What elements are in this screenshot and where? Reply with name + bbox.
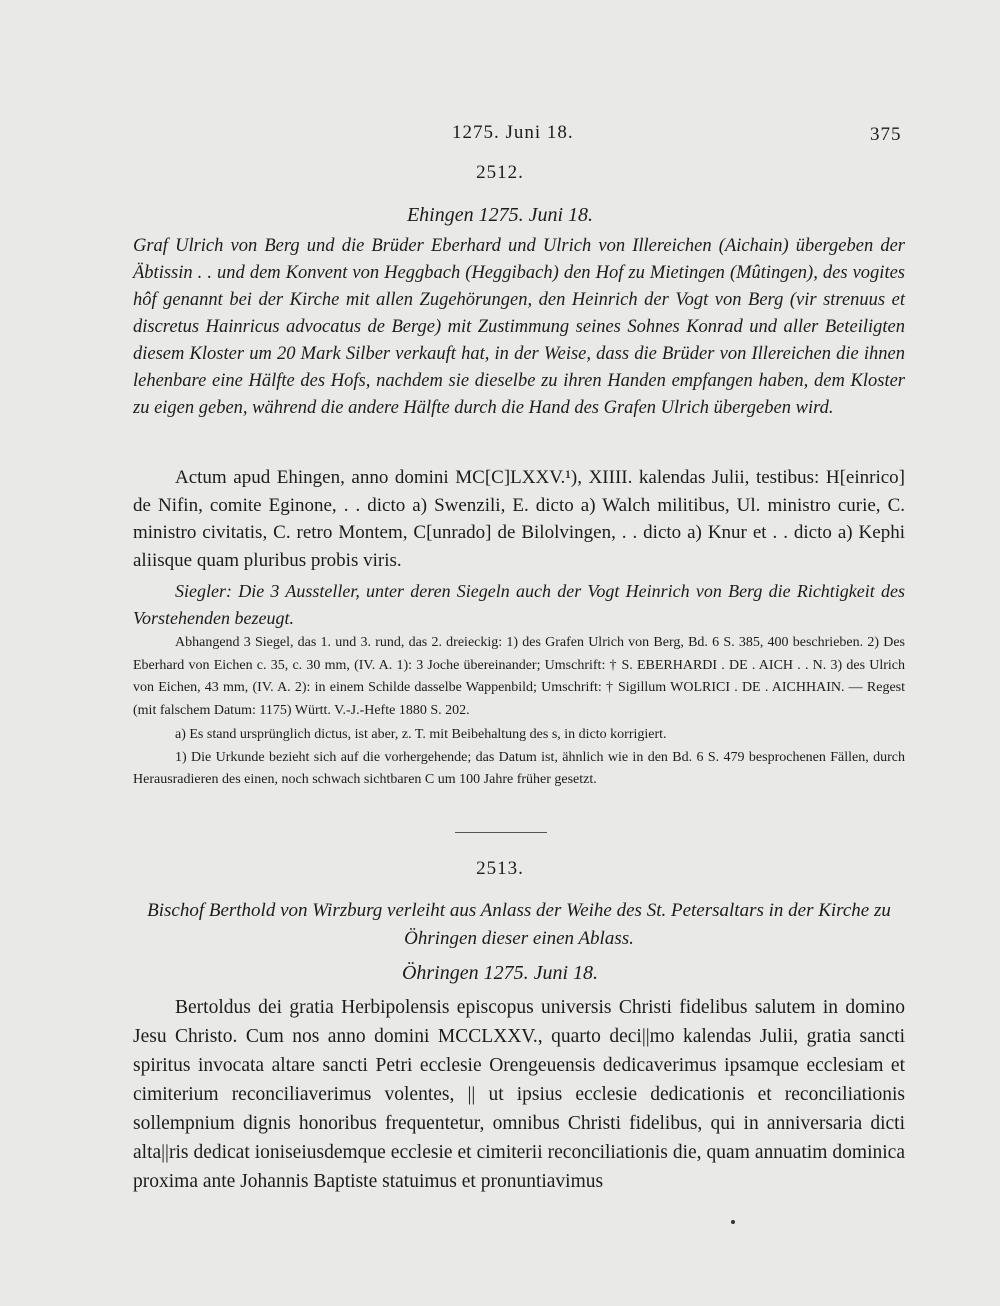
running-header-date: 1275. Juni 18. — [452, 122, 574, 143]
document-place-date: Ehingen 1275. Juni 18. — [406, 204, 594, 226]
regest-text: Graf Ulrich von Berg und die Brüder Eberhard und Ulrich von Illereichen (Aichain) übergeben der Äbtissin . . und dem Konvent von Heggbach (Heggibach) den Hof zu Mietingen (Mûtingen), des vogites hôf genannt bei der Kirche mit allen Zugehörungen, den Heinrich der Vogt von Berg (vir strenuus et discretus Hainricus advocatus de Berge) mit Zustimmung seines Sohnes Konrad und aller Beteiligten diesem Kloster um 20 Mark Silber verkauft hat, in der Weise, dass die Brüder von Illereichen die ihnen lehenbare eine Hälfte des Hofs, nachdem sie dieselbe zu ihren Handen empfangen haben, dem Kloster zu eigen geben, während die andere Hälfte durch die Hand des Grafen Ulrich übergeben wird. — [133, 236, 905, 418]
section-divider — [455, 832, 547, 833]
footnote-1: 1) Die Urkunde bezieht sich auf die vorhergehende; das Datum ist, ähnlich wie in den Bd. 6 S. 479 besprochenen Fällen, durch Herausradieren des einen, noch schwach sichtbaren C um 100 Jahre früher gesetzt. — [133, 749, 905, 787]
charter-text-2: Bertoldus dei gratia Herbipolensis episcopus universis Christi fidelibus salutem in domino Jesu Christo. Cum nos anno domini MCCLXXV., quarto deci||mo kalendas Julii, gratia sancti spiritus invocata altare sancti Petri ecclesie Orengeuensis dedicaverimus ipsamque ecclesiam et cimiterium reconciliaverimus volentes, || ut ipsius ecclesie dedicationis et reconciliationis sollempnium dignis honoribus frequentetur, omnibus Christi fidelibus, qui in anniversaria dicti alta||ris dedicat ioniseiusdemque ecclesie et cimiterii reconciliationis die, quam annuatim dominica proxima ante Johannis Baptiste statuimus et pronuntiavimus — [133, 997, 905, 1192]
apparatus-text: Abhangend 3 Siegel, das 1. und 3. rund, das 2. dreieckig: 1) des Grafen Ulrich von Berg, Bd. 6 S. 385, 400 beschrieben. 2) Des Eberhard von Eichen c. 35, c. 30 mm, (IV. A. 1): 3 Joche übereinander; Umschrift: † S. EBERHARDI . DE . AICH . . N. 3) des Ulrich von Eichen, 43 mm, (IV. A. 2): in einem Schilde dasselbe Wappenbild; Umschrift: † Sigillum WOLRICI . DE . AICHHAIN. — Regest (mit falschem Datum: 1175) Württ. V.-J.-Hefte 1880 S. 202. — [133, 635, 905, 718]
document-number: 2512. — [476, 162, 524, 183]
regest-text-2: Bischof Berthold von Wirzburg verleiht aus Anlass der Weihe des St. Petersaltars in der Kirche zu Öhringen dieser einen Ablass. — [147, 900, 891, 949]
document-text-2 — [133, 993, 905, 1196]
critical-apparatus — [133, 632, 905, 792]
document-text — [133, 464, 905, 574]
document-number-2: 2513. — [476, 858, 524, 879]
document-regest — [133, 233, 905, 422]
charter-text: Actum apud Ehingen, anno domini MC[C]LXXV.¹), XIIII. kalendas Julii, testibus: H[einrico] de Nifin, comite Eginone, . . dicto a) Swenzili, E. dicto a) Walch militibus, Ul. ministro curie, C. ministro civitatis, C. retro Montem, C[unrado] de Bilolvingen, . . dicto a) Knur et . . dicto a) Kephi aliisque quam pluribus probis viris. — [133, 467, 905, 571]
seal-label: Siegler: — [175, 581, 232, 601]
document-regest-2 — [133, 897, 905, 953]
seal-statement — [133, 578, 905, 631]
seal-text: Die 3 Aussteller, unter deren Siegeln auch der Vogt Heinrich von Berg die Richtigkeit des Vorstehenden bezeugt. — [133, 581, 906, 628]
ink-speck — [731, 1220, 735, 1224]
footnote-a: a) Es stand ursprünglich dictus, ist aber, z. T. mit Beibehaltung des s, in dicto korrigiert. — [175, 727, 667, 742]
document-place-date-2: Öhringen 1275. Juni 18. — [401, 962, 599, 984]
page-number: 375 — [870, 124, 902, 145]
